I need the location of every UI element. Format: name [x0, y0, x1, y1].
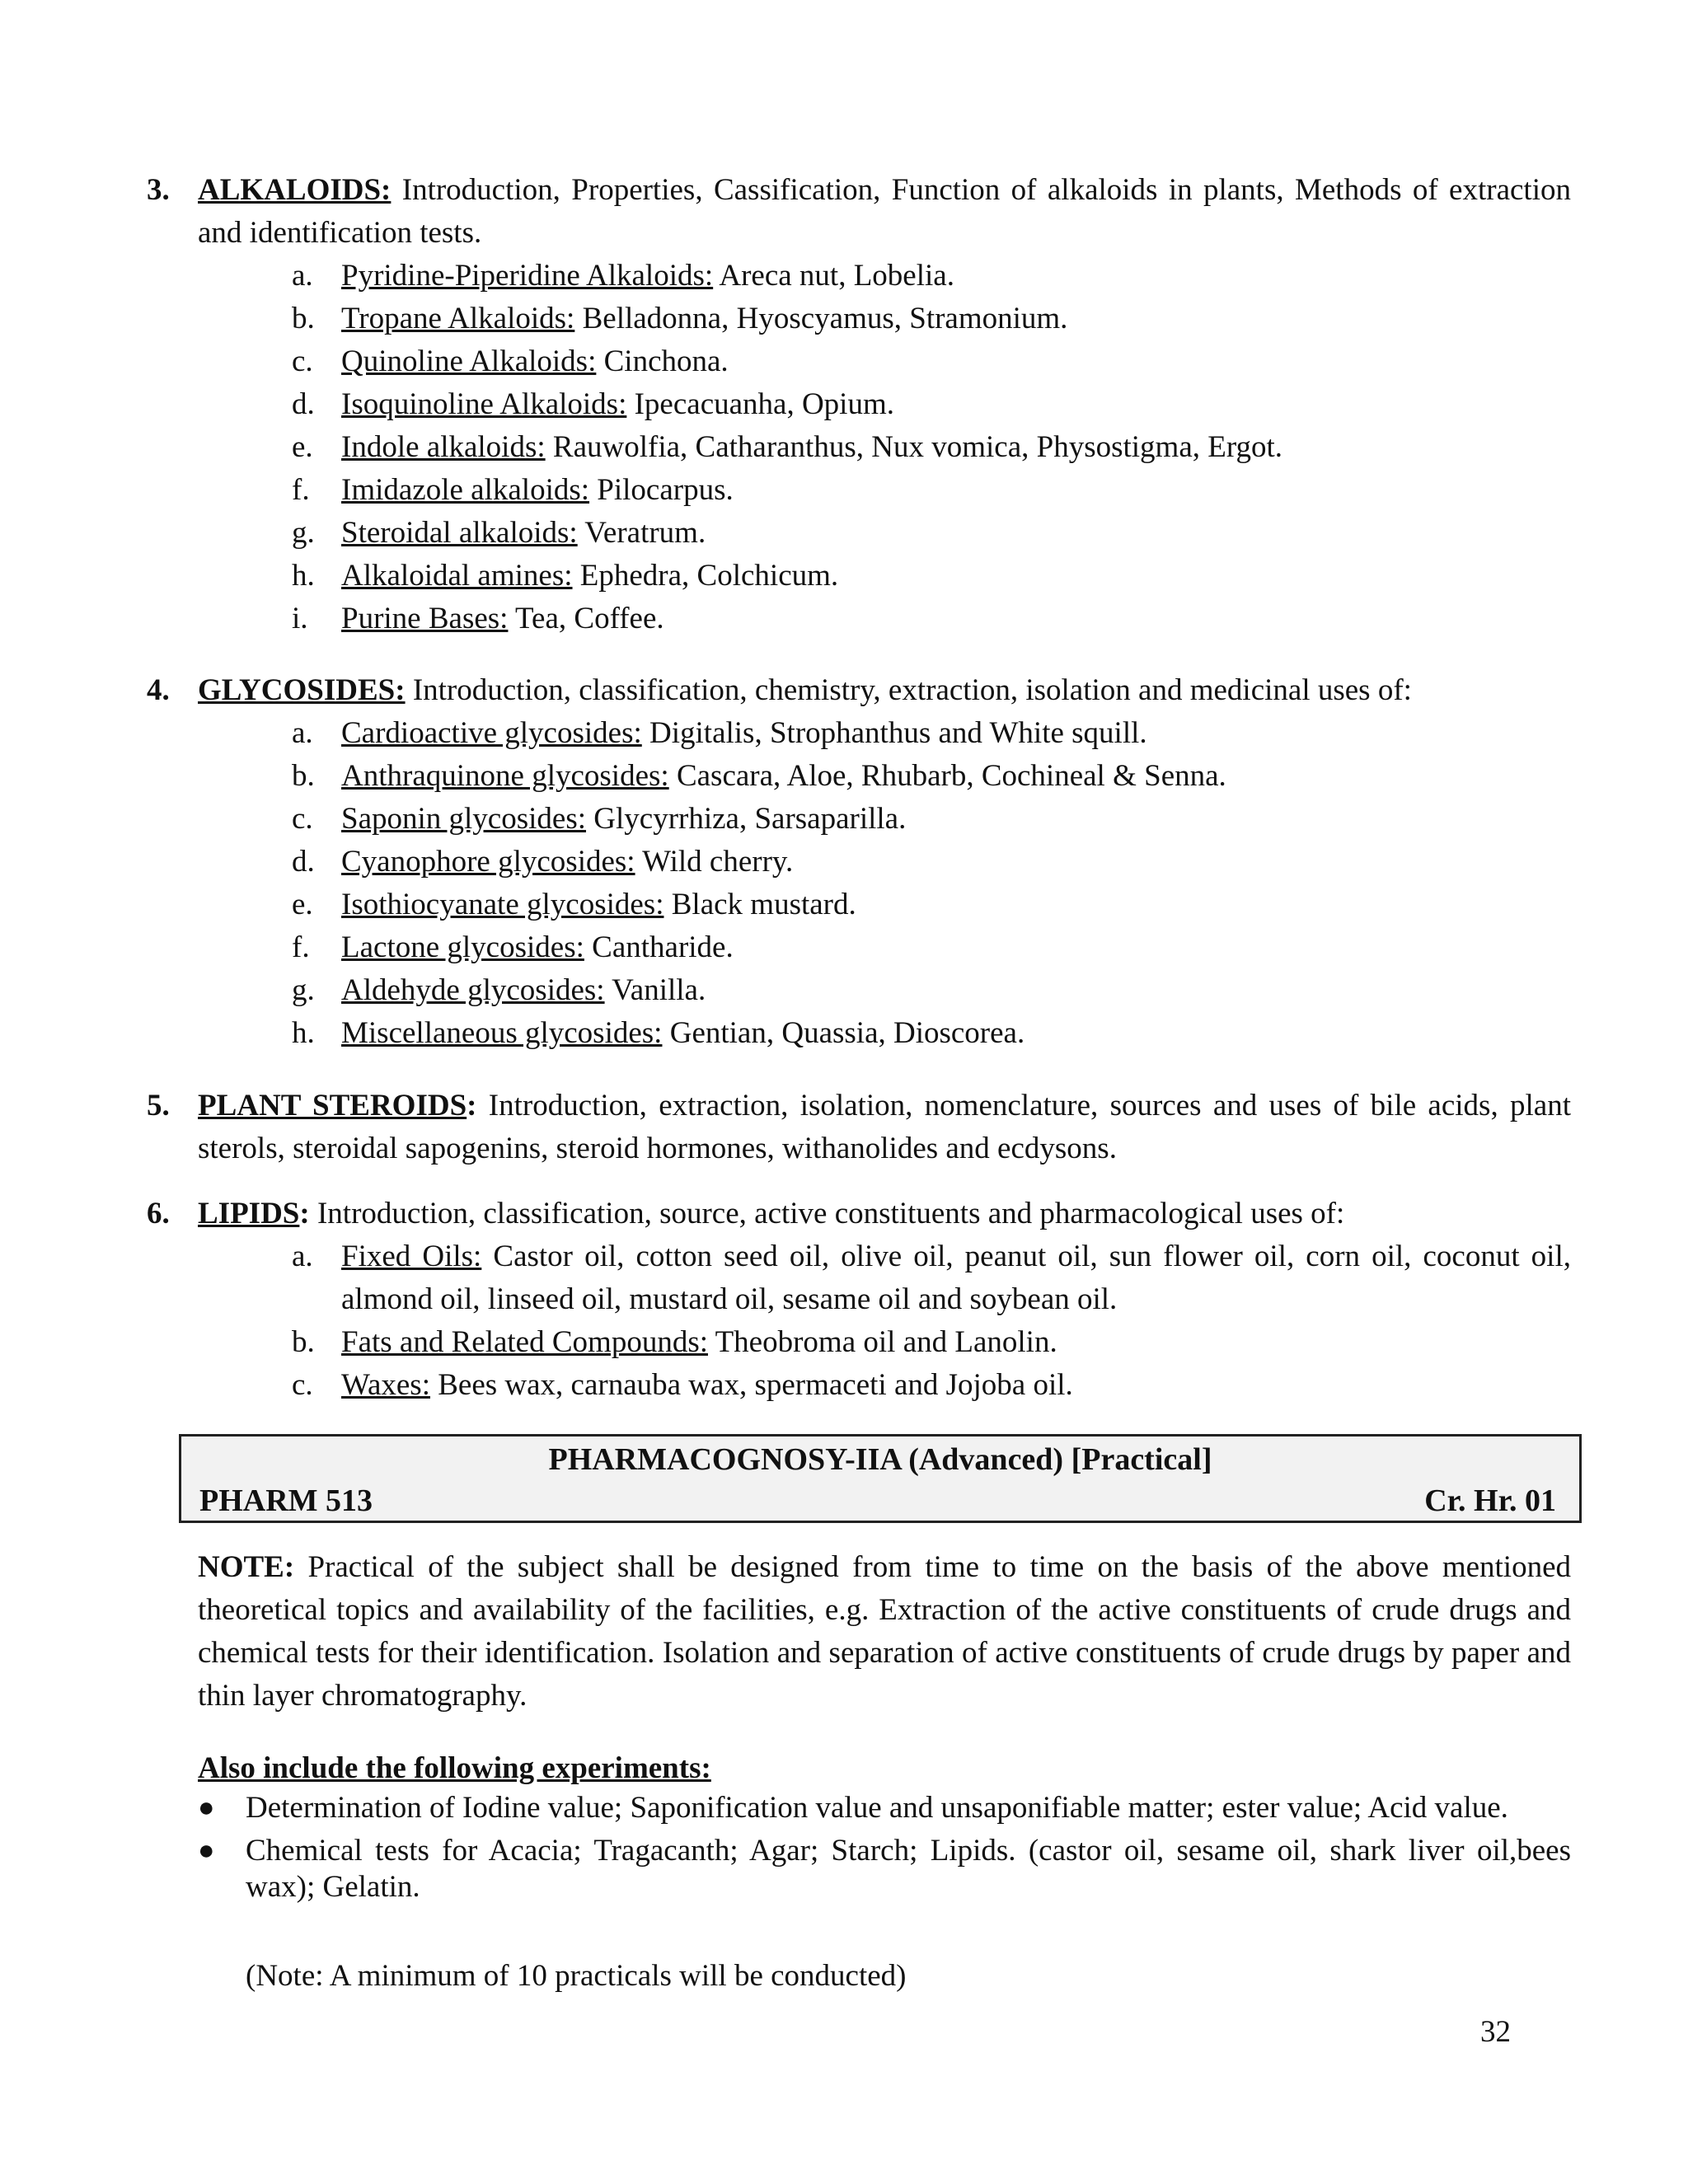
- item-letter: b.: [292, 302, 315, 335]
- item-text: Ephedra, Colchicum.: [572, 559, 839, 593]
- section-title: LIPIDS: [198, 1197, 300, 1230]
- credit-hours: Cr. Hr. 01: [1424, 1483, 1556, 1518]
- item-text: Wild cherry.: [635, 845, 794, 879]
- course-header-box: [179, 1434, 1582, 1523]
- list-item: [147, 1235, 1571, 1321]
- item-letter: d.: [292, 845, 315, 879]
- note-label: NOTE:: [198, 1550, 295, 1584]
- section-intro-text: Introduction, extraction, isolation, nomenclature, sources and uses of bile acids, plant sterols, steroidal sapogenins, steroid hormones, withanolides and ecdysons.: [198, 1089, 1571, 1165]
- section-intro-text: Introduction, Properties, Cassification, Function of alkaloids in plants, Methods of extraction and identification tests.: [198, 173, 1571, 250]
- page-number: 32: [1480, 2015, 1511, 2049]
- list-item: [195, 1833, 1571, 1905]
- section-title: GLYCOSIDES:: [198, 673, 406, 707]
- item-label: Miscellaneous glycosides:: [341, 1016, 663, 1050]
- bullet-text: Chemical tests for Acacia; Tragacanth; Agar; Starch; Lipids. (castor oil, sesame oil, shark liver oil,bees wax); Gelatin.: [246, 1834, 1571, 1904]
- item-text: Theobroma oil and Lanolin.: [708, 1325, 1057, 1359]
- item-letter: e.: [292, 888, 313, 921]
- sub-list: [147, 255, 1571, 640]
- list-item: [147, 798, 1571, 841]
- item-letter: i.: [292, 602, 308, 635]
- item-text: Gentian, Quassia, Dioscorea.: [662, 1016, 1025, 1050]
- item-text: Vanilla.: [604, 973, 706, 1007]
- item-label: Lactone glycosides:: [341, 930, 584, 964]
- list-item: [147, 883, 1571, 926]
- note-text: Practical of the subject shall be designed from time to time on the basis of the above mentioned theoretical topics and availability of the facilities, e.g. Extraction of the active constituents of crude drugs and chemical tests for their identification. Isolation and separation of active constituents of crude drugs by paper and thin layer chromatography.: [198, 1550, 1571, 1713]
- list-item: [147, 755, 1571, 798]
- section-title: ALKALOIDS:: [198, 173, 392, 207]
- note-paragraph: [198, 1546, 1571, 1718]
- course-code: PHARM 513: [199, 1483, 373, 1518]
- section-number: 5.: [147, 1089, 170, 1122]
- item-label: Isoquinoline Alkaloids:: [341, 387, 627, 421]
- item-text: Glycyrrhiza, Sarsaparilla.: [586, 802, 907, 836]
- item-label: Steroidal alkaloids:: [341, 516, 578, 550]
- item-text: Castor oil, cotton seed oil, olive oil, peanut oil, sun flower oil, corn oil, coconut oil, almond oil, linseed oil, mustard oil, sesame oil and soybean oil.: [341, 1240, 1571, 1316]
- item-letter: c.: [292, 1368, 313, 1402]
- item-text: Veratrum.: [577, 516, 706, 550]
- item-label: Anthraquinone glycosides:: [341, 759, 669, 793]
- item-label: Quinoline Alkaloids:: [341, 344, 597, 378]
- list-item: [147, 1364, 1571, 1407]
- item-label: Tropane Alkaloids:: [341, 302, 575, 335]
- item-text: Cinchona.: [596, 344, 729, 378]
- bullet-icon: ●: [198, 1835, 215, 1866]
- item-letter: f.: [292, 473, 310, 507]
- item-letter: a.: [292, 716, 313, 750]
- item-label: Fats and Related Compounds:: [341, 1325, 708, 1359]
- item-label: Alkaloidal amines:: [341, 559, 573, 593]
- list-item: [147, 426, 1571, 469]
- item-text: Areca nut, Lobelia.: [713, 259, 954, 293]
- list-item: [147, 383, 1571, 426]
- section-intro-text: Introduction, classification, chemistry, extraction, isolation and medicinal uses of:: [405, 673, 1412, 707]
- item-text: Black mustard.: [663, 888, 856, 921]
- section-title: PLANT STEROIDS: [198, 1089, 467, 1122]
- item-label: Cyanophore glycosides:: [341, 845, 635, 879]
- sub-list: [147, 712, 1571, 1055]
- section-lipids: [147, 1193, 1571, 1407]
- item-text: Ipecacuanha, Opium.: [626, 387, 894, 421]
- bullet-text: Determination of Iodine value; Saponification value and unsaponifiable matter; ester value; Acid value.: [246, 1791, 1508, 1825]
- list-item: [147, 555, 1571, 598]
- list-item: [147, 926, 1571, 969]
- item-letter: b.: [292, 759, 315, 793]
- sub-list: [147, 1235, 1571, 1407]
- list-item: [147, 298, 1571, 340]
- section-intro: [198, 1085, 1571, 1170]
- list-item: [147, 598, 1571, 640]
- list-item: [147, 512, 1571, 555]
- item-label: Isothiocyanate glycosides:: [341, 888, 664, 921]
- item-text: Tea, Coffee.: [508, 602, 664, 635]
- bullet-icon: ●: [198, 1793, 215, 1823]
- item-letter: c.: [292, 344, 313, 378]
- item-letter: d.: [292, 387, 315, 421]
- item-letter: f.: [292, 930, 310, 964]
- item-label: Saponin glycosides:: [341, 802, 587, 836]
- item-letter: g.: [292, 516, 315, 550]
- list-item: [147, 469, 1571, 512]
- experiments-heading: Also include the following experiments:: [198, 1751, 711, 1785]
- section-colon: :: [467, 1089, 477, 1122]
- list-item: [147, 1321, 1571, 1364]
- section-plant-steroids: [147, 1085, 1571, 1170]
- item-text: Rauwolfia, Catharanthus, Nux vomica, Physostigma, Ergot.: [545, 430, 1283, 464]
- section-glycosides: [147, 669, 1571, 1055]
- section-number: 4.: [147, 673, 170, 707]
- course-title: PHARMACOGNOSY-IIA (Advanced) [Practical]: [548, 1442, 1212, 1477]
- item-label: Cardioactive glycosides:: [341, 716, 642, 750]
- item-letter: a.: [292, 259, 313, 293]
- section-intro: [198, 1193, 1571, 1235]
- item-letter: h.: [292, 559, 315, 593]
- section-intro-text: Introduction, classification, source, active constituents and pharmacological uses of:: [309, 1197, 1345, 1230]
- section-alkaloids: [147, 169, 1571, 640]
- list-item: [147, 340, 1571, 383]
- section-intro: [198, 669, 1571, 712]
- item-text: Digitalis, Strophanthus and White squill.: [641, 716, 1147, 750]
- item-text: Belladonna, Hyoscyamus, Stramonium.: [574, 302, 1068, 335]
- item-letter: h.: [292, 1016, 315, 1050]
- item-letter: a.: [292, 1240, 313, 1273]
- list-item: [147, 712, 1571, 755]
- item-letter: g.: [292, 973, 315, 1007]
- list-item: [195, 1790, 1571, 1826]
- section-number: 3.: [147, 173, 170, 207]
- experiments-list: [195, 1790, 1571, 1912]
- item-label: Indole alkaloids:: [341, 430, 546, 464]
- list-item: [147, 255, 1571, 298]
- item-text: Bees wax, carnauba wax, spermaceti and Jojoba oil.: [429, 1368, 1073, 1402]
- item-letter: e.: [292, 430, 313, 464]
- item-text: Pilocarpus.: [589, 473, 734, 507]
- item-text: Cantharide.: [584, 930, 734, 964]
- section-colon: :: [299, 1197, 310, 1230]
- item-text: Cascara, Aloe, Rhubarb, Cochineal & Senna.: [668, 759, 1226, 793]
- item-label: Fixed Oils:: [341, 1240, 482, 1273]
- item-label: Imidazole alkaloids:: [341, 473, 590, 507]
- section-intro: [198, 169, 1571, 255]
- item-label: Waxes:: [341, 1368, 430, 1402]
- section-number: 6.: [147, 1197, 170, 1230]
- final-note: (Note: A minimum of 10 practicals will be conducted): [246, 1959, 907, 1993]
- list-item: [147, 969, 1571, 1012]
- item-letter: c.: [292, 802, 313, 836]
- item-label: Aldehyde glycosides:: [341, 973, 605, 1007]
- item-label: Pyridine-Piperidine Alkaloids:: [341, 259, 714, 293]
- list-item: [147, 1012, 1571, 1055]
- item-label: Purine Bases:: [341, 602, 509, 635]
- item-letter: b.: [292, 1325, 315, 1359]
- list-item: [147, 841, 1571, 883]
